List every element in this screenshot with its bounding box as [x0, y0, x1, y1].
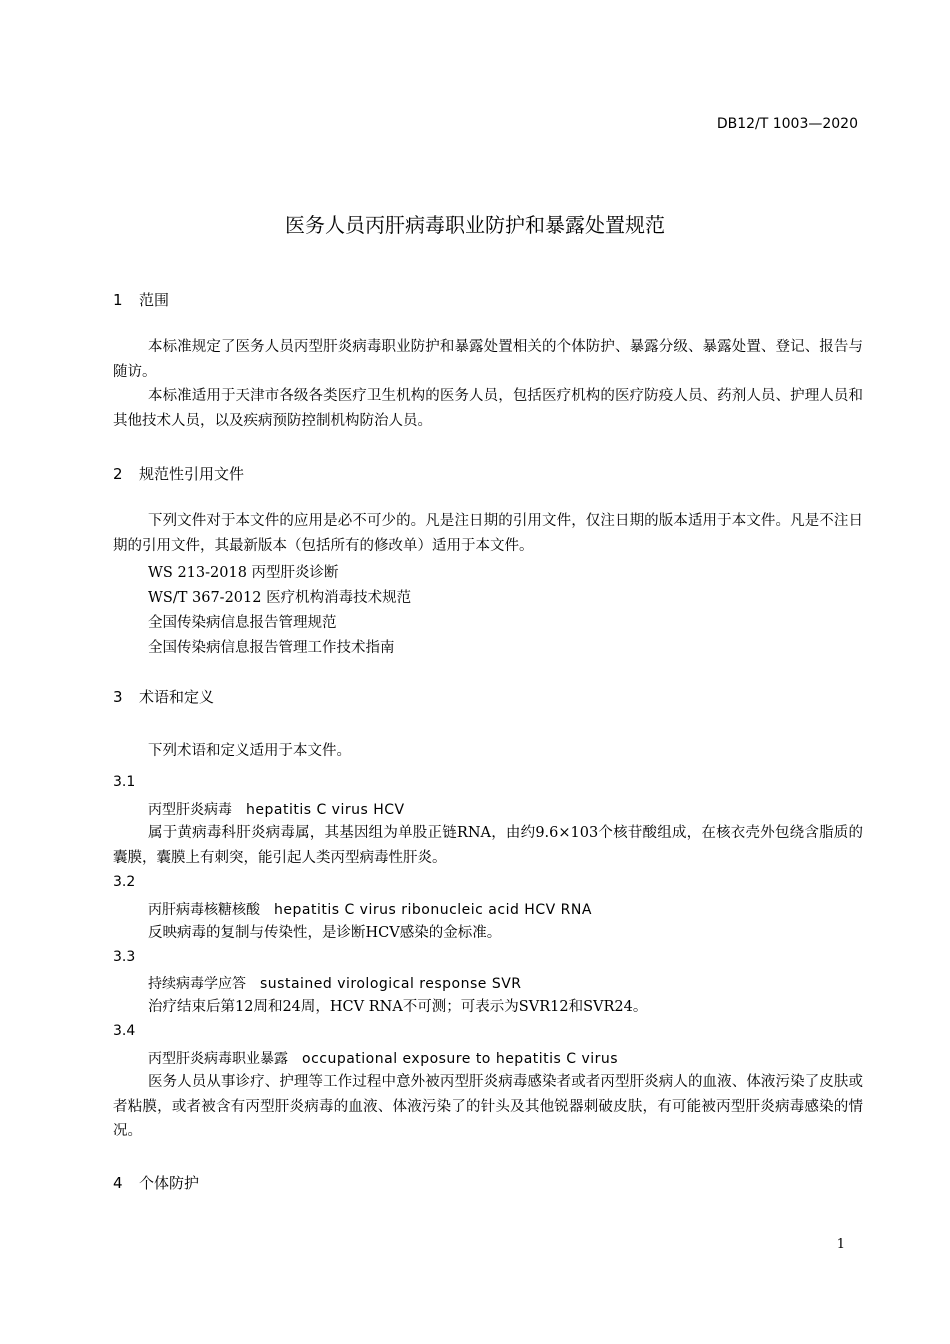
section-heading-normative-references — [113, 463, 244, 484]
term-zh: 丙型肝炎病毒职业暴露 — [148, 1051, 288, 1067]
section-title: 术语和定义 — [139, 688, 215, 706]
term-en: occupational exposure to hepatitis C virus — [302, 1051, 619, 1067]
section-title: 个体防护 — [139, 1174, 200, 1192]
term-zh: 丙肝病毒核糖核酸 — [148, 902, 260, 918]
paragraph: 下列文件对于本文件的应用是必不可少的。凡是注日期的引用文件，仅注日期的版本适用于本文件。凡是不注日期的引用文件，其最新版本（包括所有的修改单）适用于本文件。 — [113, 513, 863, 554]
section-heading-terms — [113, 686, 214, 707]
paragraph: 本标准适用于天津市各级各类医疗卫生机构的医务人员，包括医疗机构的医疗防疫人员、药剂人员、护理人员和其他技术人员，以及疾病预防控制机构防治人员。 — [113, 388, 863, 429]
section-number: 3 — [113, 688, 123, 706]
term-definition: 反映病毒的复制与传染性，是诊断HCV感染的金标准。 — [148, 925, 502, 941]
term-definition: 属于黄病毒科肝炎病毒属，其基因组为单股正链RNA，由约9.6×103个核苷酸组成，在核衣壳外包绕含脂质的囊膜，囊膜上有刺突，能引起人类丙型病毒性肝炎。 — [113, 825, 863, 866]
paragraph: 本标准规定了医务人员丙型肝炎病毒职业防护和暴露处置相关的个体防护、暴露分级、暴露处置、登记、报告与随访。 — [113, 339, 863, 380]
term-definition: 医务人员从事诊疗、护理等工作过程中意外被丙型肝炎病毒感染者或者丙型肝炎病人的血液、体液污染了皮肤或者粘膜，或者被含有丙型肝炎病毒的血液、体液污染了的针头及其他锐器刺破皮肤，有可能被丙型肝炎病毒感染的情况。 — [113, 1074, 863, 1139]
section-number: 1 — [113, 291, 123, 309]
section-number: 4 — [113, 1174, 123, 1192]
reference-item: WS 213-2018 丙型肝炎诊断 — [148, 565, 339, 581]
section-number: 2 — [113, 465, 123, 483]
standard-code: DB12/T 1003—2020 — [716, 116, 858, 132]
term-en: hepatitis C virus HCV — [246, 802, 405, 818]
term-heading — [148, 973, 522, 993]
term-number: 3.2 — [113, 874, 136, 890]
document-title: 医务人员丙肝病毒职业防护和暴露处置规范 — [285, 213, 665, 237]
term-number: 3.1 — [113, 774, 136, 790]
term-definition: 治疗结束后第12周和24周，HCV RNA不可测；可表示为SVR12和SVR24。 — [148, 999, 648, 1015]
reference-item: 全国传染病信息报告管理规范 — [148, 615, 337, 631]
term-en: sustained virological response SVR — [260, 976, 522, 992]
section-title: 规范性引用文件 — [139, 465, 245, 483]
paragraph: 下列术语和定义适用于本文件。 — [148, 743, 351, 759]
section-title: 范围 — [139, 291, 170, 309]
term-number: 3.3 — [113, 949, 136, 965]
term-number: 3.4 — [113, 1023, 136, 1039]
term-en: hepatitis C virus ribonucleic acid HCV RNA — [274, 902, 592, 918]
term-zh: 丙型肝炎病毒 — [148, 802, 232, 818]
term-heading — [148, 799, 405, 819]
reference-item: WS/T 367-2012 医疗机构消毒技术规范 — [148, 590, 412, 606]
section-heading-personal-protection — [113, 1172, 199, 1193]
section-heading-scope — [113, 289, 169, 310]
page-number: 1 — [836, 1237, 845, 1252]
term-heading — [148, 899, 592, 919]
reference-item: 全国传染病信息报告管理工作技术指南 — [148, 640, 395, 656]
term-heading — [148, 1048, 618, 1068]
term-zh: 持续病毒学应答 — [148, 976, 246, 992]
